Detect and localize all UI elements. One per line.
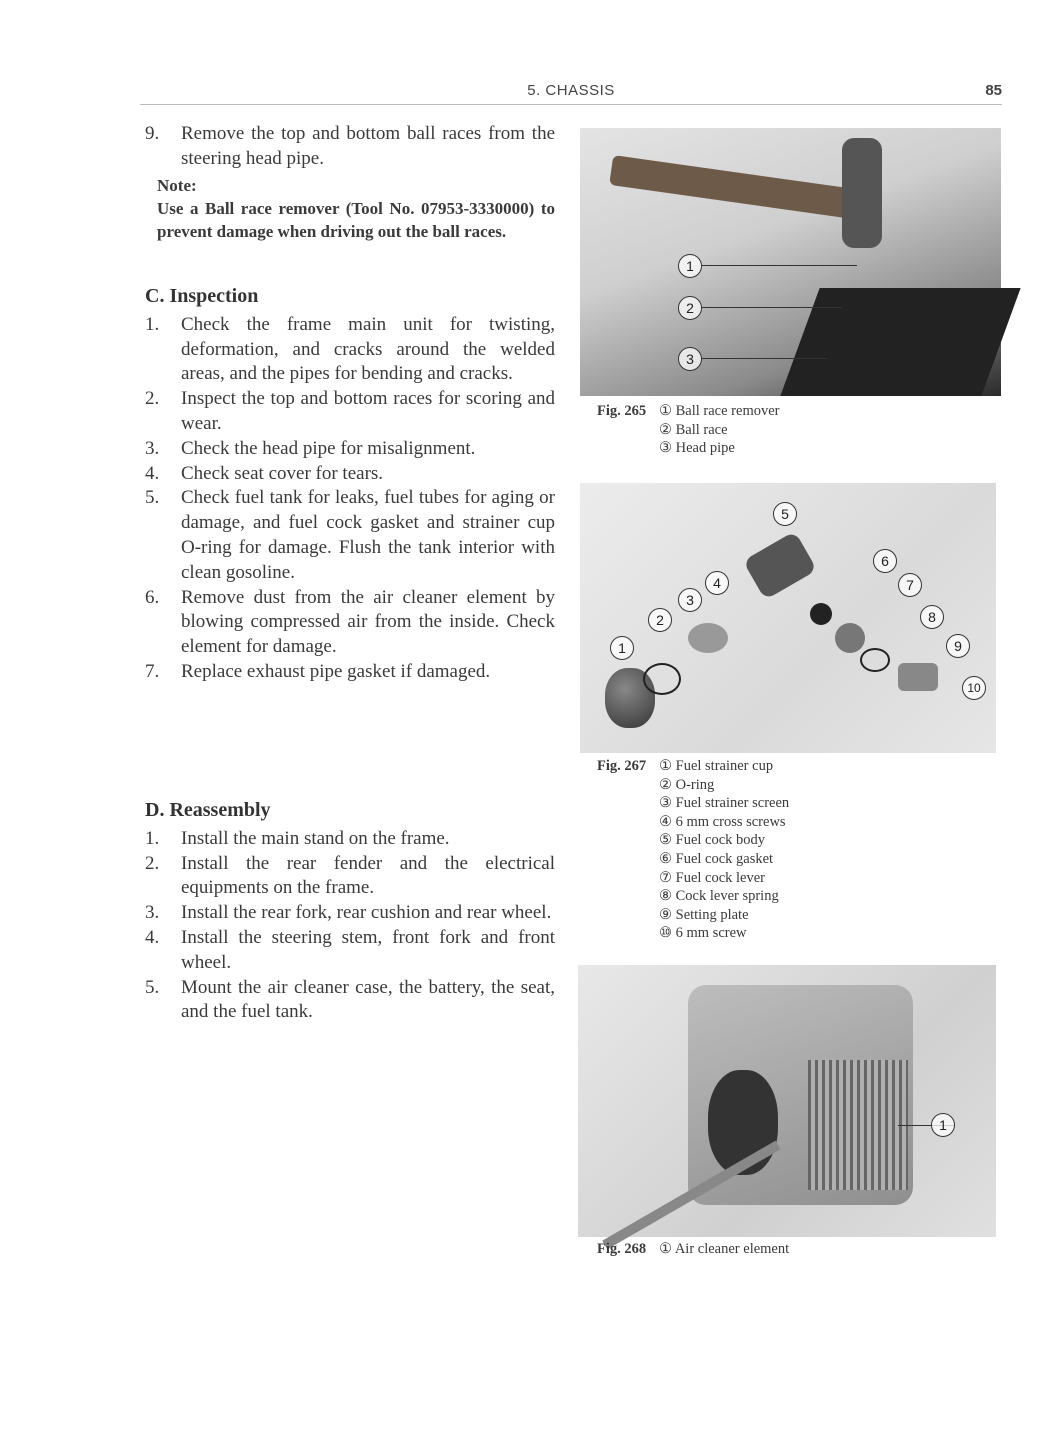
figure-label: Fig. 265 (597, 403, 647, 419)
callout-3: 3 (678, 347, 702, 371)
plate-shape (898, 663, 938, 691)
step-text: Mount the air cleaner case, the battery, the seat, and the fuel tank. (181, 976, 555, 1023)
list-item (145, 313, 555, 387)
lever-shape (835, 623, 865, 653)
step-text: Replace exhaust pipe gasket if damaged. (181, 660, 491, 682)
caption-item: ⑥ Fuel cock gasket (659, 850, 774, 867)
step-number: 1. (145, 827, 160, 849)
list-item (145, 437, 555, 462)
step-number: 4. (145, 926, 160, 948)
caption-item: ⑤ Fuel cock body (659, 832, 766, 849)
inspection-section (145, 284, 555, 685)
list-item (145, 901, 555, 926)
figure-267-photo (580, 483, 996, 753)
callout-8: 8 (920, 605, 944, 629)
figure-265-photo (580, 128, 1001, 396)
reassembly-section (145, 798, 555, 1025)
frame-shape (780, 288, 1020, 396)
step-text: Check fuel tank for leaks, fuel tubes for aging or damage, and fuel cock gasket and strainer cup O-ring for damage. Flush the tank interior with clean gosoline. (181, 487, 555, 583)
step-number: 5. (145, 487, 160, 509)
list-item (145, 586, 555, 660)
gasket-shape (810, 603, 832, 625)
callout-1: 1 (610, 636, 634, 660)
step-number: 3. (145, 902, 160, 924)
element-fins-shape (808, 1060, 908, 1190)
callout-7: 7 (898, 573, 922, 597)
page-header (140, 82, 1002, 105)
caption-item: ③ Fuel strainer screen (659, 795, 790, 812)
caption-item: ⑩ 6 mm screw (659, 925, 747, 942)
reassembly-heading: D. Reassembly (145, 799, 271, 821)
step-number: 3. (145, 437, 160, 459)
list-item (145, 462, 555, 487)
screen-shape (688, 623, 728, 653)
caption-item: ③ Head pipe (659, 440, 735, 457)
step-text: Install the main stand on the frame. (181, 827, 450, 849)
step-text: Check the head pipe for misalignment. (181, 437, 476, 459)
caption-item: ① Fuel strainer cup (659, 758, 774, 774)
step-number: 6. (145, 586, 160, 608)
spring-shape (860, 648, 890, 672)
callout-10: 10 (962, 676, 986, 700)
caption-item: ⑧ Cock lever spring (659, 888, 779, 905)
step-text: Install the rear fork, rear cushion and rear wheel. (181, 902, 552, 924)
hammer-handle-shape (609, 155, 871, 221)
step-text: Check the frame main unit for twisting, deformation, and cracks around the welded areas, and the pipes for bending and cracks. (181, 313, 555, 385)
step-number: 4. (145, 462, 160, 484)
page-number: 85 (985, 82, 1002, 99)
figure-268-caption (597, 1240, 789, 1259)
callout-2: 2 (648, 608, 672, 632)
step-text: Check seat cover for tears. (181, 462, 384, 484)
callout-2: 2 (678, 296, 702, 320)
caption-item: ① Air cleaner element (659, 1241, 790, 1257)
list-item (145, 387, 555, 437)
step-number: 1. (145, 313, 160, 335)
note-label: Note: (157, 175, 197, 195)
note-text: Use a Ball race remover (Tool No. 07953-3330000) to prevent damage when driving out the ball races. (157, 198, 555, 241)
callout-5: 5 (773, 502, 797, 526)
step-number: 2. (145, 852, 160, 874)
callout-9: 9 (946, 634, 970, 658)
caption-item: ⑦ Fuel cock lever (659, 869, 766, 886)
list-item (145, 660, 555, 685)
caption-item: ② Ball race (659, 421, 728, 438)
step-text: Inspect the top and bottom races for scoring and wear. (181, 388, 555, 434)
step-text: Install the rear fender and the electrical equipments on the frame. (181, 852, 555, 899)
figure-label: Fig. 268 (597, 1241, 647, 1257)
o-ring-shape (643, 663, 681, 695)
hammer-head-shape (842, 138, 882, 248)
list-item (145, 976, 555, 1026)
list-item (145, 827, 555, 852)
step-number: 5. (145, 976, 160, 998)
step-text: Install the steering stem, front fork and front wheel. (181, 926, 555, 973)
caption-item: ① Ball race remover (659, 403, 780, 419)
step-number: 9. (145, 123, 160, 144)
step-number: 7. (145, 660, 160, 682)
section-title: 5. CHASSIS (527, 82, 615, 99)
cock-body-shape (743, 531, 817, 600)
figure-268-photo (578, 965, 996, 1237)
inspection-heading: C. Inspection (145, 285, 259, 307)
caption-item: ④ 6 mm cross screws (659, 813, 786, 830)
callout-3: 3 (678, 588, 702, 612)
figure-265-caption (597, 402, 779, 458)
step-text: Remove dust from the air cleaner element by blowing compressed air from the inside. Check element for damage. (181, 586, 555, 658)
step-text: Remove the top and bottom ball races from the steering head pipe. (181, 123, 555, 169)
figure-267-caption (597, 757, 789, 943)
list-item (145, 926, 555, 976)
callout-4: 4 (705, 571, 729, 595)
caption-item: ⑨ Setting plate (659, 906, 749, 923)
caption-item: ② O-ring (659, 776, 715, 793)
callout-6: 6 (873, 549, 897, 573)
list-item (145, 486, 555, 585)
callout-1: 1 (931, 1113, 955, 1137)
removal-step (145, 122, 555, 243)
step-number: 2. (145, 388, 160, 410)
list-item (145, 852, 555, 902)
figure-label: Fig. 267 (597, 758, 647, 774)
callout-1: 1 (678, 254, 702, 278)
